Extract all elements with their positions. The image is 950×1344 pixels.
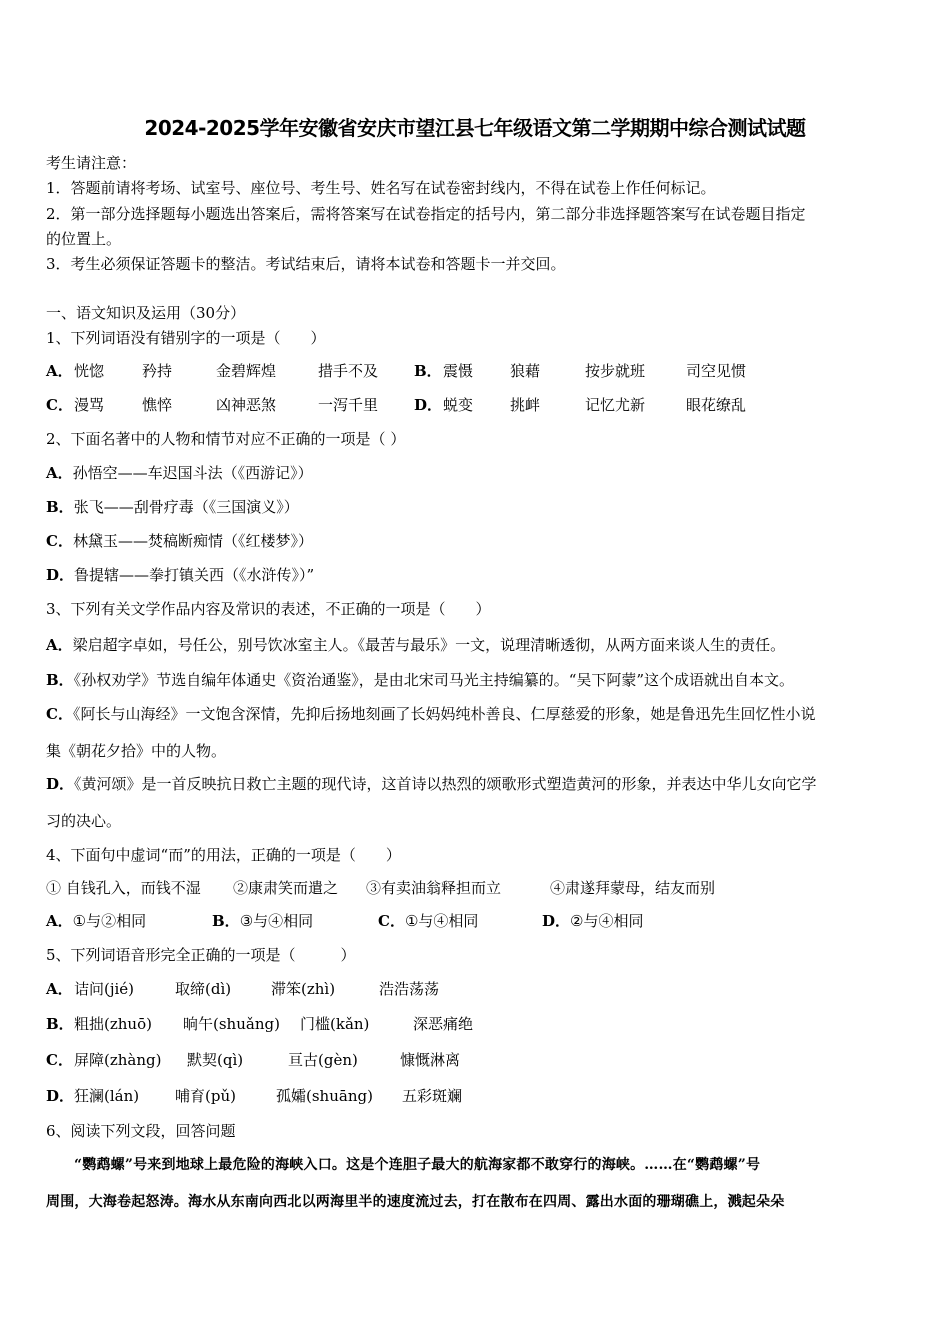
q3-option-d xyxy=(46,773,817,794)
q5-b-word-2: 晌午(shuǎng) xyxy=(183,1015,280,1033)
q5-c-word-4: 慷慨淋离 xyxy=(400,1051,461,1069)
q3-option-a-letter: A． xyxy=(46,636,73,654)
q5-c-word-3: 亘古(gèn) xyxy=(288,1051,358,1069)
q6-passage-line-1: “鹦鹉螺”号来到地球上最危险的海峡入口。这是个连胆子最大的航海家都不敢穿行的海峡。……在“鹦鹉螺”号 xyxy=(74,1157,761,1173)
notice-item-1: 1．答题前请将考场、试室号、座位号、考生号、姓名写在试卷密封线内，不得在试卷上作任何标记。 xyxy=(46,179,716,197)
q2-stem: 2、下面名著中的人物和情节对应不正确的一项是（ ） xyxy=(46,430,406,448)
q4-option-b-letter: B． xyxy=(212,912,240,930)
q1-d-word-2: 挑衅 xyxy=(510,396,541,414)
q1-c-word-3: 凶神恶煞 xyxy=(216,396,277,414)
q4-option-c-letter: C． xyxy=(378,912,405,930)
notice-item-2: 2．第一部分选择题每小题选出答案后，需将答案写在试卷指定的括号内，第二部分非选择题答案写在试卷题目指定 xyxy=(46,205,806,223)
q5-d-word-4: 五彩斑斓 xyxy=(402,1087,463,1105)
page-title: 2024-2025学年安徽省安庆市望江县七年级语文第二学期期中综合测试试题 xyxy=(144,116,806,140)
q1-b-word-4: 司空见惯 xyxy=(686,362,747,380)
q4-option-b xyxy=(212,910,313,931)
q1-stem: 1、下列词语没有错别字的一项是（ ） xyxy=(46,329,326,347)
q3-option-c xyxy=(46,703,815,724)
q5-a-word-4: 浩浩荡荡 xyxy=(379,980,440,998)
q3-option-d-text: 《黄河颂》是一首反映抗日救亡主题的现代诗，这首诗以热烈的颂歌形式塑造黄河的形象，并表达中华儿女向它学 xyxy=(74,775,817,793)
q1-a-word-4: 措手不及 xyxy=(318,362,379,380)
q3-stem: 3、下列有关文学作品内容及常识的表述，不正确的一项是（ ） xyxy=(46,600,491,618)
q5-c-word-2: 默契(qì) xyxy=(187,1051,244,1069)
q5-option-d-letter: D． xyxy=(46,1087,75,1105)
q5-option-b-letter: B． xyxy=(46,1015,74,1033)
q4-sentence-1: ① 自钱孔入，而钱不湿 xyxy=(46,879,201,897)
q4-option-d-text: ②与④相同 xyxy=(570,912,644,930)
q4-option-a-text: ①与②相同 xyxy=(72,912,147,930)
q4-sentence-2: ②康肃笑而遣之 xyxy=(233,879,339,897)
q3-option-d-cont: 习的决心。 xyxy=(46,812,122,830)
q2-option-c-text: 林黛玉——焚稿断痴情（《红楼梦》） xyxy=(72,532,313,550)
q3-option-c-cont: 集《朝花夕拾》中的人物。 xyxy=(46,742,227,760)
q3-option-b xyxy=(46,669,794,690)
q5-b-word-1: 粗拙(zhuō) xyxy=(74,1015,152,1033)
q1-d-word-3: 记忆尤新 xyxy=(585,396,646,414)
q1-c-word-2: 憔悴 xyxy=(142,396,173,414)
q5-d-word-2: 哺育(pǔ) xyxy=(175,1087,236,1105)
q1-option-c-letter: C． xyxy=(46,396,73,414)
q5-c-word-1: 屏障(zhàng) xyxy=(74,1051,162,1069)
q3-option-b-text: 《孙权劝学》节选自编年体通史《资治通鉴》，是由北宋司马光主持编纂的。“吴下阿蒙”这个成语就出自本文。 xyxy=(73,671,795,689)
q2-option-c xyxy=(46,530,313,551)
q1-option-d-letter: D． xyxy=(414,396,443,414)
q5-option-a-letter: A． xyxy=(46,980,73,998)
q3-option-a xyxy=(46,634,785,655)
q1-b-word-1: 震慑 xyxy=(443,362,474,380)
q2-option-d-letter: D． xyxy=(46,566,75,584)
q6-stem: 6、阅读下列文段，回答问题 xyxy=(46,1122,236,1140)
q3-option-c-letter: C． xyxy=(46,705,73,723)
q2-option-c-letter: C． xyxy=(46,532,73,550)
q5-d-word-3: 孤孀(shuāng) xyxy=(276,1087,373,1105)
q4-stem: 4、下面句中虚词“而”的用法，正确的一项是（ ） xyxy=(46,846,401,864)
q2-option-a-letter: A． xyxy=(46,464,73,482)
q4-option-b-text: ③与④相同 xyxy=(239,912,314,930)
q4-option-c-text: ①与④相同 xyxy=(404,912,479,930)
notice-item-2-cont: 的位置上。 xyxy=(46,230,122,248)
q1-option-a-letter: A． xyxy=(46,362,73,380)
q2-option-d-text: 鲁提辖——拳打镇关西（《水浒传》）” xyxy=(74,566,315,584)
q2-option-a xyxy=(46,462,313,483)
q4-option-a xyxy=(46,910,146,931)
q5-b-word-4: 深恶痛绝 xyxy=(413,1015,474,1033)
q4-option-d-letter: D． xyxy=(542,912,571,930)
q1-d-word-4: 眼花缭乱 xyxy=(686,396,747,414)
q1-a-word-1: 恍惚 xyxy=(74,362,105,380)
q1-b-word-3: 按步就班 xyxy=(585,362,646,380)
q5-b-word-3: 门槛(kǎn) xyxy=(300,1015,370,1033)
q5-option-c-letter: C． xyxy=(46,1051,73,1069)
q1-d-word-1: 蜕变 xyxy=(443,396,474,414)
q1-c-word-4: 一泻千里 xyxy=(318,396,379,414)
q2-option-d xyxy=(46,564,314,585)
q5-d-word-1: 狂澜(lán) xyxy=(74,1087,140,1105)
q1-b-word-2: 狼藉 xyxy=(510,362,541,380)
q6-passage-line-2: 周围，大海卷起怒涛。海水从东南向西北以两海里半的速度流过去，打在散布在四周、露出水面的珊瑚礁上，溅起朵朵 xyxy=(46,1194,785,1210)
section-heading: 一、语文知识及运用（30分） xyxy=(46,304,246,322)
q5-a-word-3: 滞笨(zhì) xyxy=(271,980,336,998)
q4-option-a-letter: A． xyxy=(46,912,73,930)
q1-option-b-letter: B． xyxy=(414,362,442,380)
q5-stem: 5、下列词语音形完全正确的一项是（ ） xyxy=(46,946,356,964)
q2-option-a-text: 孙悟空——车迟国斗法（《西游记》） xyxy=(72,464,313,482)
q2-option-b xyxy=(46,496,299,517)
q2-option-b-text: 张飞——刮骨疗毒（《三国演义》） xyxy=(73,498,299,516)
notice-item-3: 3．考生必须保证答题卡的整洁。考试结束后，请将本试卷和答题卡一并交回。 xyxy=(46,255,566,273)
q3-option-b-letter: B． xyxy=(46,671,74,689)
q1-a-word-2: 矜持 xyxy=(142,362,173,380)
q2-option-b-letter: B． xyxy=(46,498,74,516)
q3-option-c-text: 《阿长与山海经》一文饱含深情，先抑后扬地刻画了长妈妈纯朴善良、仁厚慈爱的形象，她是鲁迅先生回忆性小说 xyxy=(72,705,816,723)
notice-heading: 考生请注意： xyxy=(46,154,137,172)
q4-sentence-3: ③有卖油翁释担而立 xyxy=(366,879,502,897)
q4-option-c xyxy=(378,910,478,931)
q4-sentence-4: ④肃遂拜蒙母，结友而别 xyxy=(550,879,716,897)
q5-a-word-2: 取缔(dì) xyxy=(175,980,232,998)
q3-option-a-text: 梁启超字卓如，号任公，别号饮冰室主人。《最苦与最乐》一文，说理清晰透彻，从两方面来谈人生的责任。 xyxy=(72,636,786,654)
q4-option-d xyxy=(542,910,643,931)
q1-a-word-3: 金碧辉煌 xyxy=(216,362,277,380)
q5-a-word-1: 诘问(jié) xyxy=(74,980,135,998)
q1-c-word-1: 漫骂 xyxy=(74,396,105,414)
q3-option-d-letter: D． xyxy=(46,775,75,793)
